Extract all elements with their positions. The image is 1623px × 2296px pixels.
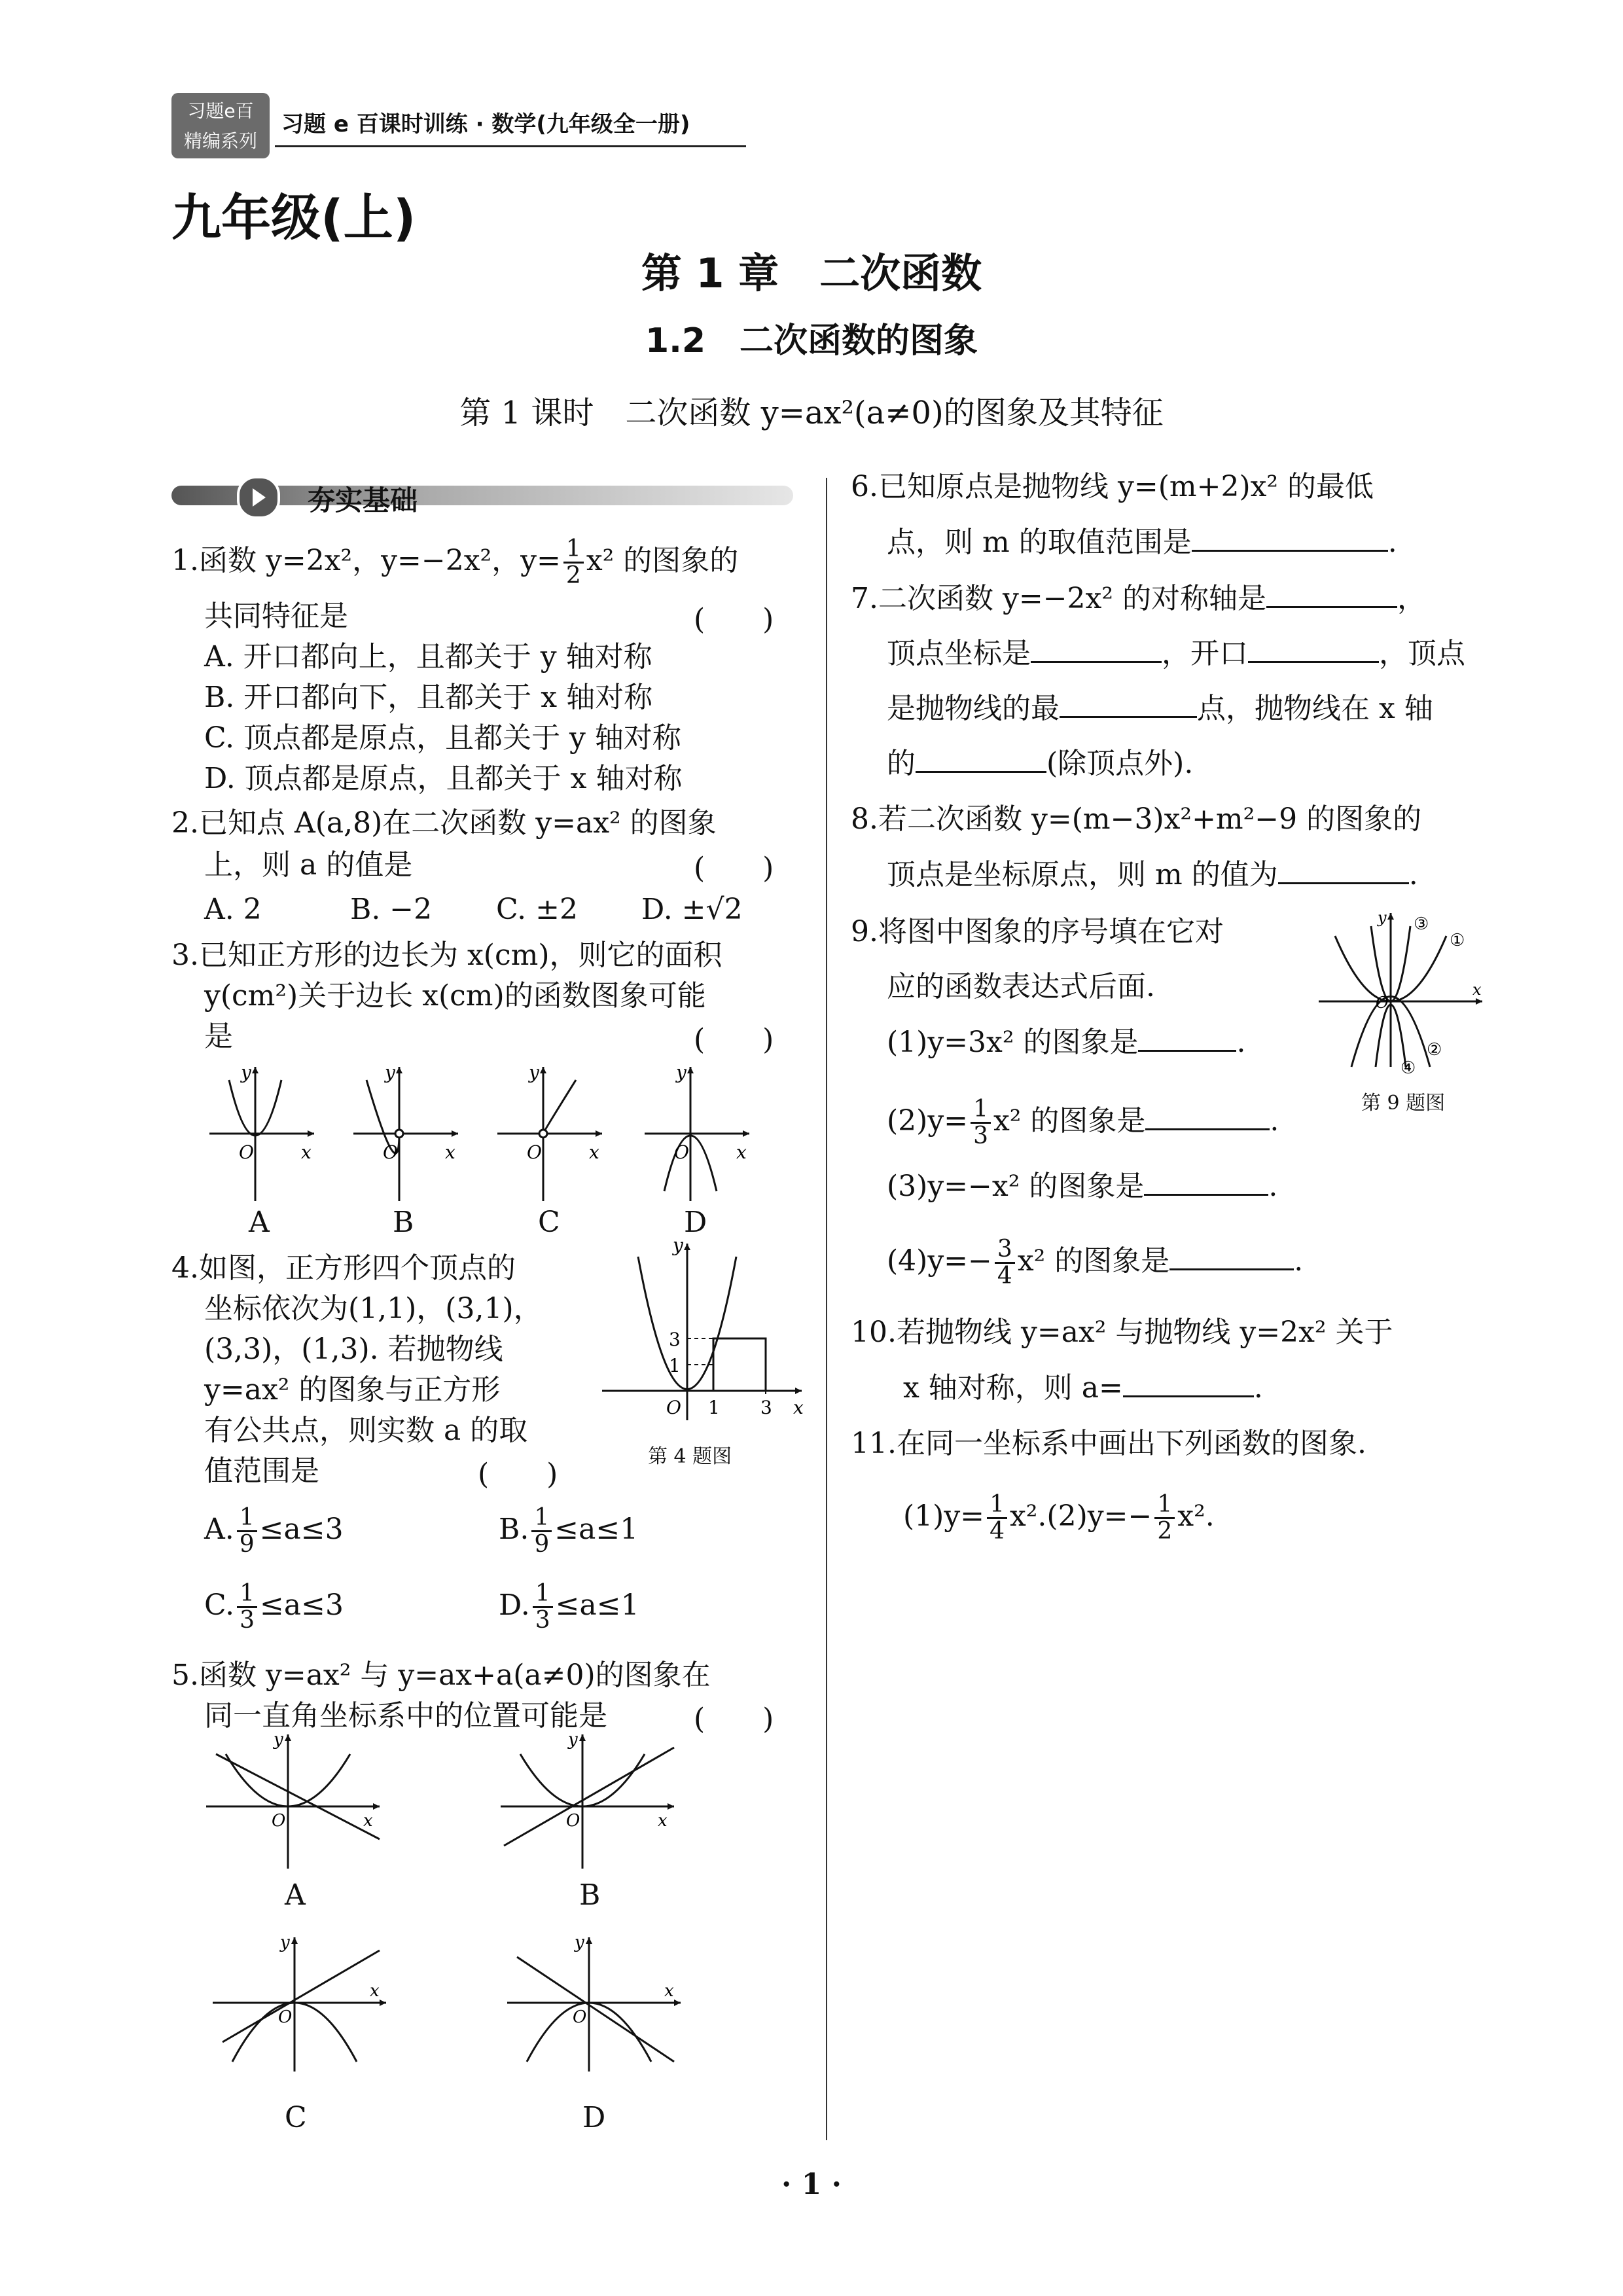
q10-line1: 10.若抛物线 y=ax² 与抛物线 y=2x² 关于	[851, 1316, 1393, 1349]
q4-line2: 坐标依次为(1,1)，(3,1)，	[204, 1292, 543, 1325]
q2-option-d: D. ±√2	[641, 893, 743, 926]
svg-text:x: x	[301, 1141, 312, 1163]
q2-option-b: B. −2	[350, 893, 433, 926]
q4-option-d: D. $\frac{1}{3}$ ≤a≤1	[499, 1580, 639, 1634]
q5-number: 5.	[171, 1659, 199, 1692]
grade-title: 九年级(上)	[171, 188, 416, 247]
svg-text:3: 3	[760, 1397, 772, 1418]
svg-text:④: ④	[1400, 1058, 1416, 1078]
q3-graph-a	[203, 1060, 321, 1204]
q3-stem-a: 已知正方形的边长为 x(cm)，则它的面积	[198, 939, 722, 972]
q7-number: 7.	[851, 582, 878, 615]
q10-answer-blank[interactable]	[1123, 1367, 1254, 1397]
svg-text:1: 1	[708, 1397, 720, 1418]
q6-line2: 点，则 m 的取值范围是 .	[887, 521, 1397, 564]
q1-stem-c: 共同特征是	[204, 600, 348, 633]
q10-number: 10.	[851, 1316, 897, 1349]
svg-text:y: y	[280, 1933, 290, 1952]
svg-text:y: y	[568, 1730, 578, 1749]
q1-line1	[171, 537, 738, 588]
q2-stem-b: 上，则 a 的值是	[204, 848, 413, 882]
q7-line1: 7.二次函数 y=−2x² 的对称轴是 ，	[851, 577, 1426, 620]
q9-part1: (1)y=3x² 的图象是 .	[887, 1021, 1245, 1064]
svg-text:x: x	[793, 1397, 804, 1418]
q4-figure	[602, 1230, 812, 1427]
q3-graph-c	[491, 1060, 609, 1204]
q3-graph-b	[347, 1060, 465, 1204]
q9-line1: 9.将图中图象的序号填在它对	[851, 915, 1224, 948]
q1-option-b: B. 开口都向下，且都关于 x 轴对称	[204, 681, 653, 714]
q1-number: 1.	[171, 544, 199, 577]
q3-graph-d	[638, 1060, 756, 1204]
q9-line2: 应的函数表达式后面.	[887, 970, 1155, 1003]
lesson-title: 第 1 课时 二次函数 y=ax²(a≠0)的图象及其特征	[459, 395, 1164, 431]
q4-line6: 值范围是	[204, 1454, 319, 1488]
q3-number: 3.	[171, 939, 199, 972]
q4-option-b: B. $\frac{1}{9}$ ≤a≤1	[499, 1504, 639, 1558]
svg-text:y: y	[385, 1062, 395, 1083]
q9-part2-blank[interactable]	[1145, 1100, 1270, 1130]
svg-text:②: ②	[1427, 1040, 1442, 1060]
q3-stem-b: y(cm²)关于边长 x(cm)的函数图象可能	[204, 979, 706, 1013]
q9-part2: (2)y= $\frac{1}{3}$ x² 的图象是 .	[887, 1096, 1279, 1149]
q5-graph-c	[209, 1931, 393, 2075]
q9-part4-blank[interactable]	[1169, 1240, 1294, 1270]
q2-line1	[171, 802, 717, 844]
svg-text:x: x	[370, 1981, 380, 2001]
svg-text:x: x	[363, 1811, 373, 1831]
q11-parts: (1)y= $\frac{1}{4}$ x².(2)y=− $\frac{1}{2}$ x².	[903, 1491, 1215, 1545]
q1-answer-paren[interactable]: ( )	[694, 603, 774, 636]
svg-text:O: O	[239, 1141, 254, 1163]
q7-axis-blank[interactable]	[1266, 577, 1397, 608]
q1-fraction: $\frac{1}{2}$	[563, 537, 584, 588]
q7-line2: 顶点坐标是 ，开口 ，顶点	[887, 632, 1465, 675]
svg-text:x: x	[445, 1141, 455, 1163]
svg-text:③: ③	[1414, 914, 1429, 934]
q9-figure	[1315, 910, 1492, 1080]
svg-text:O: O	[527, 1141, 542, 1163]
q4-number: 4.	[171, 1251, 199, 1285]
q5-graph-d	[504, 1931, 687, 2075]
q7-vertex-blank[interactable]	[1031, 632, 1162, 663]
q1-stem-b: x² 的图象的	[586, 544, 739, 577]
q5-label-b: B	[579, 1878, 601, 1912]
q3-label-c: C	[538, 1206, 560, 1239]
q7-extreme-blank[interactable]	[1060, 687, 1197, 718]
svg-text:y: y	[529, 1062, 539, 1083]
q4-line1: 4.如图，正方形四个顶点的	[171, 1251, 516, 1285]
series-badge	[171, 93, 270, 158]
q5-label-c: C	[285, 2101, 307, 2134]
q11-line1: 11.在同一坐标系中画出下列函数的图象.	[851, 1427, 1366, 1460]
q1-option-d: D. 顶点都是原点，且都关于 x 轴对称	[204, 762, 683, 795]
series-title: 习题 e 百课时训练 · 数学(九年级全一册)	[281, 111, 690, 137]
svg-text:x: x	[1472, 980, 1482, 999]
q9-number: 9.	[851, 915, 878, 948]
q8-line2: 顶点是坐标原点，则 m 的值为 .	[887, 853, 1418, 896]
svg-text:y: y	[1378, 910, 1387, 927]
q7-line3: 是抛物线的最 点，抛物线在 x 轴	[887, 687, 1433, 730]
page-number: · 1 ·	[781, 2168, 842, 2201]
svg-text:1: 1	[669, 1355, 681, 1376]
svg-text:x: x	[664, 1981, 674, 2001]
svg-text:x: x	[658, 1811, 668, 1831]
q9-part3: (3)y=−x² 的图象是 .	[887, 1165, 1277, 1208]
q5-graph-a	[203, 1728, 386, 1872]
q9-part3-blank[interactable]	[1144, 1165, 1268, 1196]
q9-part4: (4)y=− $\frac{3}{4}$ x² 的图象是 .	[887, 1236, 1304, 1289]
q2-option-a: A. 2	[204, 893, 262, 926]
header-rule	[275, 145, 746, 147]
q1-stem-a: 函数 y=2x²，y=−2x²，y=	[198, 544, 561, 577]
q4-fig-caption: 第 4 题图	[648, 1445, 732, 1468]
q5-answer-paren[interactable]: ( )	[694, 1702, 774, 1736]
q4-line5: 有公共点，则实数 a 的取	[204, 1414, 528, 1447]
svg-text:O: O	[278, 2007, 293, 2027]
svg-text:3: 3	[669, 1329, 681, 1350]
badge-line2: 精编系列	[183, 130, 257, 152]
q6-number: 6.	[851, 470, 878, 503]
q3-label-a: A	[249, 1206, 270, 1239]
chapter-title: 第 1 章 二次函数	[641, 249, 982, 297]
q4-option-c: C. $\frac{1}{3}$ ≤a≤3	[204, 1580, 344, 1634]
svg-text:x: x	[589, 1141, 599, 1163]
play-icon	[237, 476, 280, 519]
q2-number: 2.	[171, 806, 199, 840]
q7-opening-blank[interactable]	[1248, 632, 1379, 663]
q8-line1: 8.若二次函数 y=(m−3)x²+m²−9 的图象的	[851, 802, 1422, 836]
q6-answer-blank[interactable]	[1192, 521, 1388, 552]
q4-line4: y=ax² 的图象与正方形	[204, 1373, 501, 1407]
q5-graph-b	[497, 1728, 681, 1872]
q11-number: 11.	[851, 1427, 897, 1460]
q10-line2: x 轴对称，则 a= .	[903, 1367, 1263, 1409]
q8-number: 8.	[851, 802, 878, 836]
svg-text:O: O	[272, 1811, 286, 1831]
q5-label-d: D	[582, 2101, 606, 2134]
q6-line1: 6.已知原点是抛物线 y=(m+2)x² 的最低	[851, 470, 1374, 503]
svg-text:x: x	[736, 1141, 747, 1163]
section-title: 1.2 二次函数的图象	[645, 321, 978, 361]
q1-option-a: A. 开口都向上，且都关于 y 轴对称	[204, 640, 652, 673]
q5-label-a: A	[285, 1878, 306, 1912]
svg-text:O: O	[674, 1141, 689, 1163]
q1-option-c: C. 顶点都是原点，且都关于 y 轴对称	[204, 721, 681, 755]
column-divider	[826, 478, 827, 2140]
badge-line1: 习题e百	[187, 100, 254, 122]
svg-text:O: O	[383, 1141, 398, 1163]
q7-line4: 的 (除顶点外).	[887, 742, 1193, 785]
svg-text:O: O	[573, 2007, 587, 2027]
q4-option-a: A. $\frac{1}{9}$ ≤a≤3	[204, 1504, 344, 1558]
svg-text:y: y	[274, 1730, 283, 1749]
svg-text:y: y	[241, 1062, 251, 1083]
section-banner-label: 夯实基础	[308, 484, 418, 516]
q3-label-b: B	[393, 1206, 414, 1239]
q4-answer-paren[interactable]: ( )	[478, 1458, 558, 1491]
q3-label-d: D	[684, 1206, 707, 1239]
svg-text:y: y	[575, 1933, 584, 1952]
q7-position-blank[interactable]	[916, 742, 1046, 773]
svg-text:O: O	[666, 1397, 681, 1418]
q9-part1-blank[interactable]	[1138, 1021, 1236, 1052]
q2-option-c: C. ±2	[496, 893, 578, 926]
q3-stem-c: 是	[204, 1020, 233, 1053]
q2-stem-a: 已知点 A(a,8)在二次函数 y=ax² 的图象	[198, 806, 717, 840]
q8-answer-blank[interactable]	[1278, 853, 1409, 884]
svg-text:①: ①	[1450, 931, 1465, 950]
svg-text:O: O	[1376, 994, 1389, 1012]
q2-answer-paren[interactable]: ( )	[694, 852, 774, 885]
svg-text:O: O	[566, 1811, 580, 1831]
q3-answer-paren[interactable]: ( )	[694, 1023, 774, 1056]
q9-fig-caption: 第 9 题图	[1361, 1092, 1446, 1115]
q3-line1	[171, 935, 722, 977]
q5-stem-b: 同一直角坐标系中的位置可能是	[204, 1699, 607, 1732]
svg-text:y: y	[673, 1234, 683, 1256]
q5-line1: 5.函数 y=ax² 与 y=ax+a(a≠0)的图象在	[171, 1659, 711, 1692]
svg-text:y: y	[676, 1062, 687, 1083]
q4-line3: (3,3)，(1,3). 若抛物线	[204, 1333, 503, 1366]
